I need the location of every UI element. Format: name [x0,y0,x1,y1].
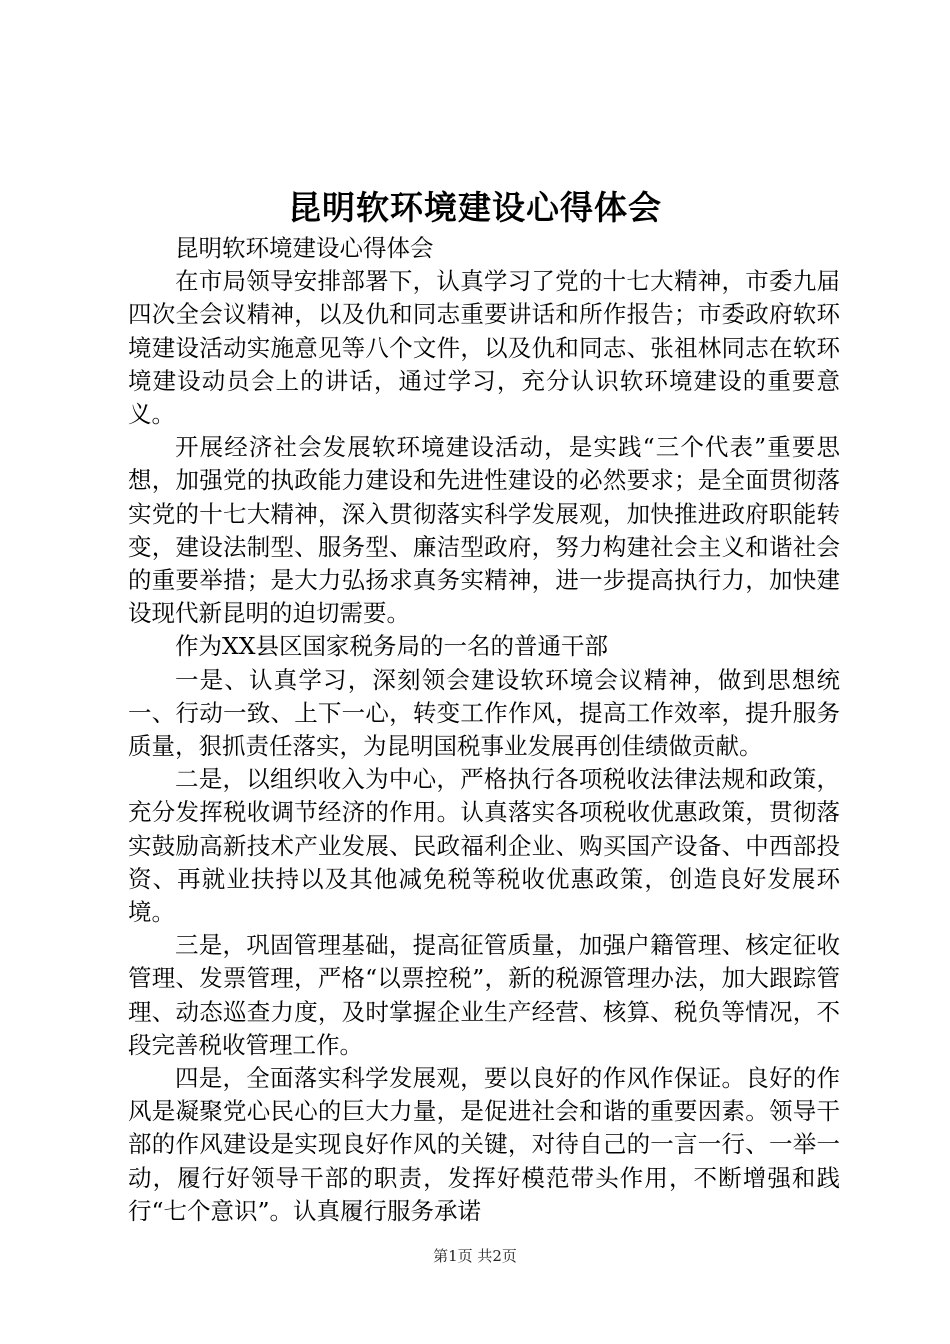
document-body [128,232,840,1228]
document-title: 昆明软环境建设心得体会 [288,188,662,227]
paragraph-study: 在市局领导安排部署下，认真学习了党的十七大精神，市委九届四次全会议精神，以及仇和同志重要讲话和所作报告；市委政府软环境建设活动实施意见等八个文件，以及仇和同志、张祖林同志在软环境建设动员会上的讲话，通过学习，充分认识软环境建设的重要意义。 [128,267,840,429]
paragraph-role: 作为XX县区国家税务局的一名的普通干部 [175,632,608,661]
paragraph-significance: 开展经济社会发展软环境建设活动，是实践“三个代表”重要思想，加强党的执政能力建设和先进性建设的必然要求；是全面贯彻落实党的十七大精神，深入贯彻落实科学发展观，加快推进政府职能转变，建设法制型、服务型、廉洁型政府，努力构建社会主义和谐社会的重要举措；是大力弘扬求真务实精神，进一步提高执行力，加快建设现代新昆明的迫切需要。 [128,433,840,628]
paragraph-subtitle: 昆明软环境建设心得体会 [175,234,434,262]
paragraph-point-one: 一是、认真学习，深刻领会建设软环境会议精神，做到思想统一、行动一致、上下一心，转变工作作风，提高工作效率，提升服务质量，狠抓责任落实，为昆明国税事业发展再创佳绩做贡献。 [128,665,840,761]
paragraph-point-four: 四是，全面落实科学发展观，要以良好的作风作保证。良好的作风是凝聚党心民心的巨大力量，是促进社会和谐的重要因素。领导干部的作风建设是实现良好作风的关键，对待自己的一言一行、一举一动，履行好领导干部的职责，发挥好模范带头作用，不断增强和践行“七个意识”。认真履行服务承诺 [128,1064,840,1225]
paragraph-point-two: 二是，以组织收入为中心，严格执行各项税收法律法规和政策，充分发挥税收调节经济的作用。认真落实各项税收优惠政策，贯彻落实鼓励高新技术产业发展、民政福利企业、购买国产设备、中西部投资、再就业扶持以及其他减免税等税收优惠政策，创造良好发展环境。 [128,765,840,927]
paragraph-point-three: 三是，巩固管理基础，提高征管质量，加强户籍管理、核定征收管理、发票管理，严格“以票控税”，新的税源管理办法，加大跟踪管理、动态巡查力度，及时掌握企业生产经营、核算、税负等情况，不段完善税收管理工作。 [128,931,840,1059]
page-number-footer: 第1页 共2页 [433,1247,517,1265]
